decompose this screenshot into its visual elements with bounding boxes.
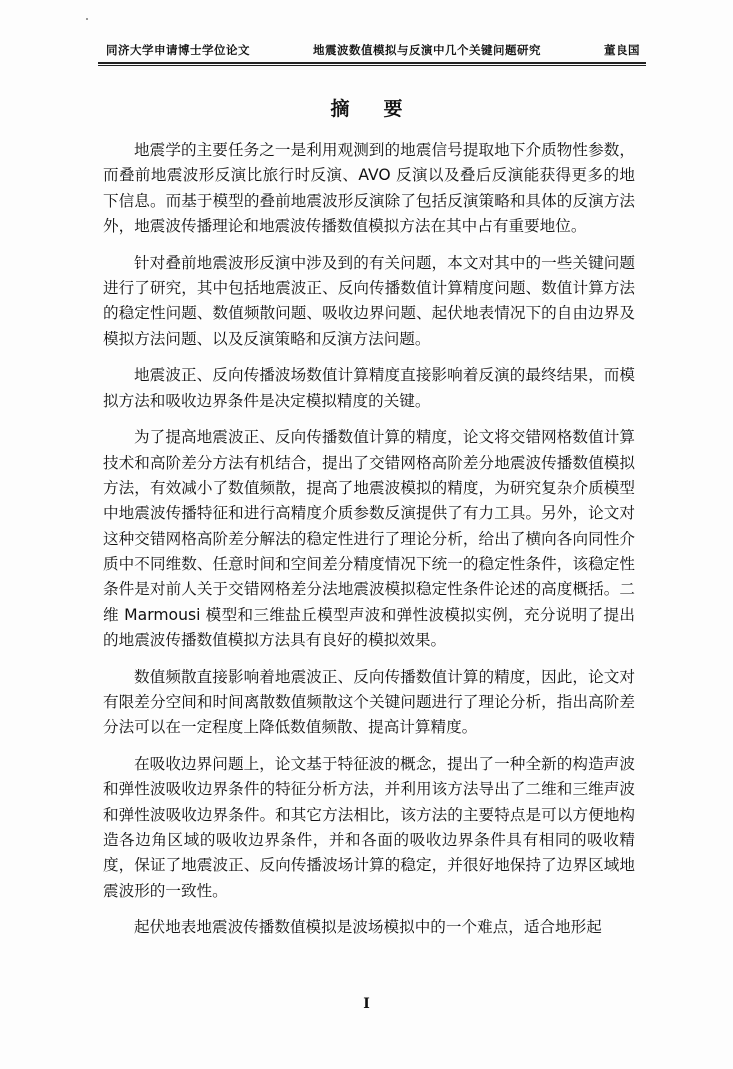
running-header [98, 38, 646, 64]
header-university: 同济大学申请博士学位论文 [106, 43, 250, 57]
paragraph-6: 在吸收边界问题上，论文基于特征波的概念，提出了一种全新的构造声波和弹性波吸收边界条件的特征分析方法，并利用该方法导出了二维和三维声波和弹性波吸收边界条件。和其它方法相比，该方法的主要特点是可以方便地构造各边角区域的吸收边界条件，并和各面的吸收边界条件具有相同的吸收精度，保证了地震波正、反向传播波场计算的稳定，并很好地保持了边界区域地震波形的一致性。 [103, 755, 635, 900]
header-author: 董良国 [604, 43, 640, 57]
paragraph-5: 数值频散直接影响着地震波正、反向传播数值计算的精度，因此，论文对有限差分空间和时间离散数值频散这个关键问题进行了理论分析，指出高阶差分法可以在一定程度上降低数值频散、提高计算精度。 [103, 667, 635, 737]
paragraph-7: 起伏地表地震波传播数值模拟是波场模拟中的一个难点，适合地形起 [134, 918, 602, 937]
paragraph-1: 地震学的主要任务之一是利用观测到的地震信号提取地下介质物性参数，而叠前地震波形反演比旅行时反演、AVO 反演以及叠后反演能获得更多的地下信息。而基于模型的叠前地震波形反演除了包括反演策略和具体的反演方法外，地震波传播理论和地震波传播数值模拟方法在其中占有重要地位。 [103, 141, 635, 235]
section-title: 摘要 [330, 98, 437, 120]
scan-speck [86, 18, 88, 20]
paragraph-3: 地震波正、反向传播波场数值计算精度直接影响着反演的最终结果，而模拟方法和吸收边界条件是决定模拟精度的关键。 [103, 366, 635, 410]
abstract-body [103, 138, 635, 952]
header-rule [98, 65, 646, 66]
header-thesis-title: 地震波数值模拟与反演中几个关键问题研究 [313, 43, 541, 57]
page-number: I [363, 996, 370, 1012]
paragraph-4: 为了提高地震波正、反向传播数值计算的精度，论文将交错网格数值计算技术和高阶差分方法有机结合，提出了交错网格高阶差分地震波传播数值模拟方法，有效减小了数值频散，提高了地震波模拟的精度，为研究复杂介质模型中地震波传播特征和进行高精度介质参数反演提供了有力工具。另外，论文对这种交错网格高阶差分解法的稳定性进行了理论分析，给出了横向各向同性介质中不同维数、任意时间和空间差分精度情况下统一的稳定性条件，该稳定性条件是对前人关于交错网格差分法地震波模拟稳定性条件论述的高度概括。二维 Marmousi 模型和三维盐丘模型声波和弹性波模拟实例，充分说明了提出的地震波传播数值模拟方法具有良好的模拟效果。 [103, 428, 635, 649]
paragraph-2: 针对叠前地震波形反演中涉及到的有关问题，本文对其中的一些关键问题进行了研究，其中包括地震波正、反向传播数值计算精度问题、数值计算方法的稳定性问题、数值频散问题、吸收边界问题、起伏地表情况下的自由边界及模拟方法问题、以及反演策略和反演方法问题。 [103, 253, 635, 348]
